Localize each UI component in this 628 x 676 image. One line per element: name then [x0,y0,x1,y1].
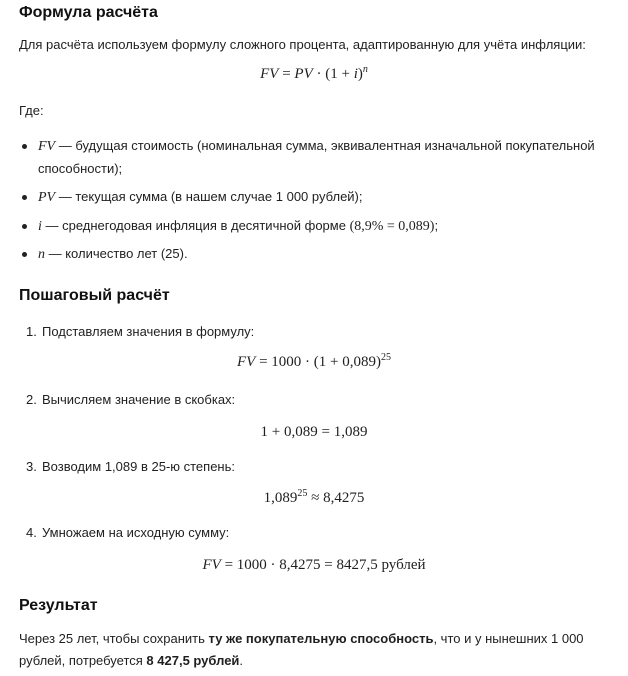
item-text-cont: способности); [38,161,123,176]
intro-text: Для расчёта используем формулу сложного процента, адаптированную для учёта инфляции: [19,37,586,52]
item-text: — текущая сумма (в нашем случае 1 000 рублей); [55,189,363,204]
where-label: Где: [19,103,44,118]
formula-rhs: = 1000 · 8,4275 = 8427,5 рублей [220,557,426,573]
result-text [19,628,584,672]
formula-base: 1,089 [263,490,298,506]
step-text: Вычисляем значение в скобках: [42,392,236,407]
item-text: — будущая стоимость (номинальная сумма, эквивалентная изначальной покупательной [55,138,595,153]
step-3 [26,457,235,477]
formula-power: n [362,64,368,75]
step-number: 1. [26,324,37,339]
result-part: Через 25 лет, чтобы сохранить [19,631,209,646]
step-text: Возводим 1,089 в 25-ю степень: [42,459,236,474]
formula-rest: ≈ 8,4275 [307,490,365,506]
list-item-i [38,215,608,238]
formula-lhs: FV [260,66,279,82]
step-1-formula [0,354,628,371]
formula-lhs: FV [237,354,256,370]
formula-end: ) [357,66,363,82]
formula-mid: · (1 + [312,66,354,82]
result-amount: 8 427,5 рублей [146,653,240,668]
formula-rhs: = 1000 · (1 + 0,089) [255,354,381,370]
result-part: . [239,653,244,668]
item-math: (8,9% = 0,089) [349,219,435,234]
formula-power: 25 [380,352,391,363]
step-number: 4. [26,525,37,540]
step-text: Подставляем значения в формулу: [42,324,255,339]
list-item-pv [38,186,608,209]
formula-i: i [353,66,358,82]
symbol-n: n [38,247,45,262]
step-4-formula [0,557,628,574]
heading-result: Результат [19,597,98,614]
formula-lhs: FV [202,557,221,573]
heading-steps: Пошаговый расчёт [19,287,170,304]
list-item-n [38,243,608,266]
step-text: Умножаем на исходную сумму: [42,525,230,540]
list-item-fv [38,135,608,180]
result-part: рублей, потребуется [19,653,147,668]
heading-formula: Формула расчёта [19,4,158,21]
step-2-formula: 1 + 0,089 = 1,089 [260,424,368,440]
item-tail: ; [434,218,439,233]
step-2 [26,390,235,410]
symbol-pv: PV [38,190,56,205]
symbol-i: i [38,219,42,234]
step-1 [26,322,254,342]
result-part: , что и у нынешних 1 000 [433,631,584,646]
step-number: 2. [26,392,37,407]
step-number: 3. [26,459,37,474]
symbol-fv: FV [38,139,56,154]
item-text: — количество лет (25). [45,246,188,261]
step-3-formula [0,490,628,507]
item-text: — среднегодовая инфляция в десятичной форме [41,218,350,233]
formula-power: 25 [297,488,308,499]
main-formula: FV = PV · $(1 + i)^n$ [260,64,368,82]
result-bold: ту же покупательную способность [208,631,434,646]
formula-pv: PV [294,66,313,82]
step-4 [26,523,229,543]
